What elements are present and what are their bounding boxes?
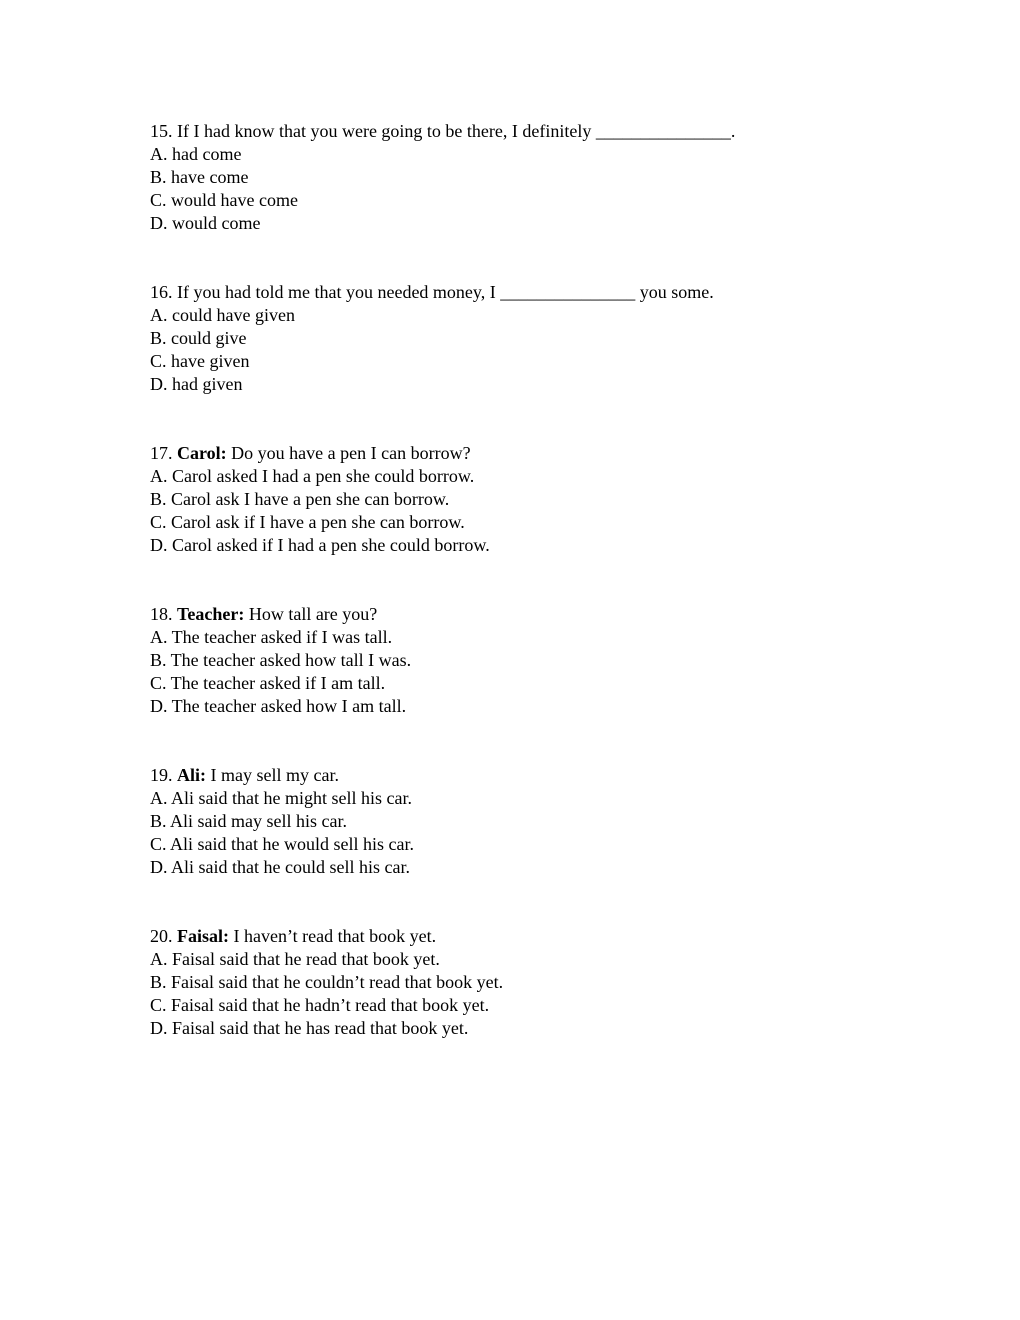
question-prompt <box>150 120 930 143</box>
answer-option: A. Carol asked I had a pen she could borrow. <box>150 466 475 486</box>
question-15 <box>150 120 930 235</box>
answer-option: B. have come <box>150 167 249 187</box>
question-prompt <box>150 442 930 465</box>
question-19 <box>150 764 930 879</box>
answer-option: D. would come <box>150 213 261 233</box>
question-text: If you had told me that you needed money, I _______________ you some. <box>177 282 714 302</box>
question-text: How tall are you? <box>248 604 378 624</box>
answer-option: B. The teacher asked how tall I was. <box>150 650 412 670</box>
question-number: 17. <box>150 443 173 463</box>
answer-option: C. Ali said that he would sell his car. <box>150 834 414 854</box>
answer-option: A. had come <box>150 144 242 164</box>
question-number: 18. <box>150 604 173 624</box>
question-prompt <box>150 603 930 626</box>
question-number: 15. <box>150 121 173 141</box>
question-prompt <box>150 925 930 948</box>
answer-option: B. Faisal said that he couldn’t read that book yet. <box>150 972 504 992</box>
answer-option: D. The teacher asked how I am tall. <box>150 696 407 716</box>
answer-option: D. Carol asked if I had a pen she could borrow. <box>150 535 490 555</box>
question-number: 20. <box>150 926 173 946</box>
question-text: If I had know that you were going to be there, I definitely _______________. <box>177 121 736 141</box>
question-18 <box>150 603 930 718</box>
speaker-name: Ali: <box>177 765 206 785</box>
question-prompt <box>150 764 930 787</box>
answer-option: A. Faisal said that he read that book yet. <box>150 949 440 969</box>
speaker-name: Teacher: <box>177 604 245 624</box>
question-17 <box>150 442 930 557</box>
answer-option: A. The teacher asked if I was tall. <box>150 627 393 647</box>
answer-option: B. Ali said may sell his car. <box>150 811 347 831</box>
question-text: I haven’t read that book yet. <box>233 926 437 946</box>
answer-option: D. had given <box>150 374 243 394</box>
answer-option: D. Ali said that he could sell his car. <box>150 857 410 877</box>
answer-option: A. could have given <box>150 305 295 325</box>
question-20 <box>150 925 930 1040</box>
answer-option: A. Ali said that he might sell his car. <box>150 788 412 808</box>
question-number: 16. <box>150 282 173 302</box>
answer-option: B. Carol ask I have a pen she can borrow. <box>150 489 450 509</box>
question-text: I may sell my car. <box>210 765 339 785</box>
answer-option: C. Carol ask if I have a pen she can borrow. <box>150 512 465 532</box>
quiz-page <box>150 120 930 1086</box>
answer-option: D. Faisal said that he has read that book yet. <box>150 1018 469 1038</box>
answer-option: C. Faisal said that he hadn’t read that book yet. <box>150 995 490 1015</box>
question-number: 19. <box>150 765 173 785</box>
question-prompt <box>150 281 930 304</box>
answer-option: C. would have come <box>150 190 298 210</box>
speaker-name: Faisal: <box>177 926 229 946</box>
speaker-name: Carol: <box>177 443 227 463</box>
question-text: Do you have a pen I can borrow? <box>231 443 471 463</box>
answer-option: C. have given <box>150 351 250 371</box>
answer-option: C. The teacher asked if I am tall. <box>150 673 386 693</box>
question-16 <box>150 281 930 396</box>
answer-option: B. could give <box>150 328 247 348</box>
